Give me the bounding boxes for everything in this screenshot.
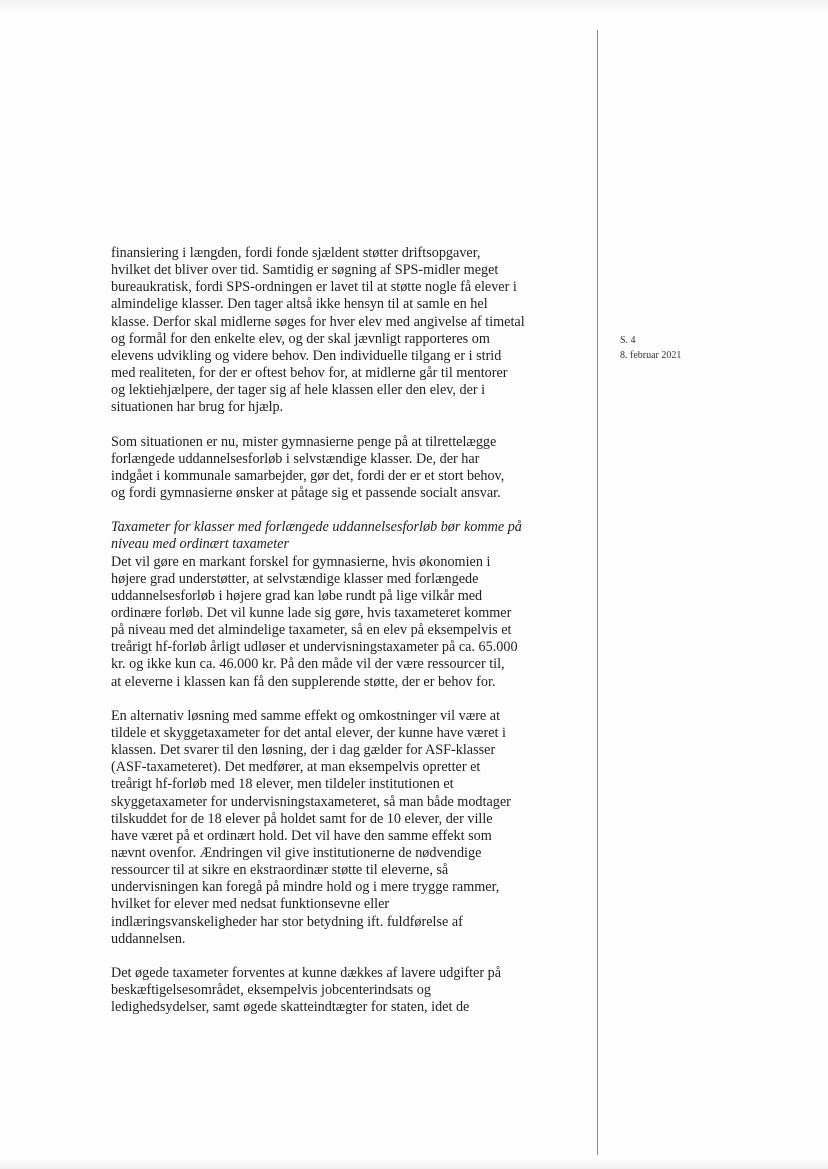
text-line: bureaukratisk, fordi SPS-ordningen er lavet til at støtte nogle få elever i <box>111 279 517 296</box>
text-line: elevens udvikling og videre behov. Den individuelle tilgang er i strid <box>111 347 502 364</box>
text-line: Det øgede taxameter forventes at kunne dækkes af lavere udgifter på <box>111 964 501 981</box>
paragraph <box>111 434 581 503</box>
text-line: tilskuddet for de 18 elever på holdet samt for de 10 elever, der ville <box>111 810 493 827</box>
text-line: situationen har brug for hjælp. <box>111 399 284 416</box>
text-line: indlæringsvanskeligheder har stor betydning ift. fuldførelse af <box>111 913 463 930</box>
paragraph <box>111 245 581 417</box>
text-line: finansiering i længden, fordi fonde sjældent støtter driftsopgaver, <box>111 245 481 261</box>
side-margin-meta <box>620 333 810 363</box>
document-date: 8. februar 2021 <box>620 350 682 361</box>
text-line: at eleverne i klassen kan få den supplerende støtte, der er behov for. <box>111 673 496 690</box>
page-number: S. 4 <box>620 335 636 346</box>
text-line: og fordi gymnasierne ønsker at påtage sig et passende socialt ansvar. <box>111 485 501 502</box>
heading-line: niveau med ordinært taxameter <box>111 536 289 553</box>
text-line: skyggetaxameter for undervisningstaxameteret, så man både modtager <box>111 793 511 810</box>
section-heading <box>111 519 581 553</box>
margin-rule <box>597 30 598 1155</box>
text-line: Som situationen er nu, mister gymnasierne penge på at tilrettelægge <box>111 433 497 450</box>
text-line: uddannelsen. <box>111 930 186 947</box>
paragraph <box>111 708 581 948</box>
text-line: højere grad understøtter, at selvstændige klasser med forlængede <box>111 570 479 587</box>
text-line: kr. og ikke kun ca. 46.000 kr. På den måde vil der være ressourcer til, <box>111 656 505 673</box>
text-line: på niveau med det almindelige taxameter, så en elev på eksempelvis et <box>111 622 512 639</box>
text-line: nævnt ovenfor. Ændringen vil give institutionerne de nødvendige <box>111 845 482 861</box>
paragraph <box>111 965 581 1016</box>
text-line: almindelige klasser. Den tager altså ikke hensyn til at samle en hel <box>111 296 488 313</box>
scan-edge-top <box>0 0 828 14</box>
text-line: uddannelsesforløb i højere grad kan løbe rundt på lige vilkår med <box>111 587 483 604</box>
text-line: undervisningen kan foregå på mindre hold og i mere trygge rammer, <box>111 879 500 896</box>
text-line: treårigt hf-forløb årligt udløser et undervisningstaxameter på ca. 65.000 <box>111 639 518 656</box>
text-line: En alternativ løsning med samme effekt og omkostninger vil være at <box>111 707 501 724</box>
text-line: forlængede uddannelsesforløb i selvstændige klasser. De, der har <box>111 450 480 467</box>
body-text <box>111 245 581 1033</box>
text-line: med realiteten, for der er oftest behov for, at midlerne går til mentorer <box>111 365 508 382</box>
text-line: indgået i kommunale samarbejder, gør det, fordi der er et stort behov, <box>111 467 505 484</box>
text-line: hvilket det bliver over tid. Samtidig er søgning af SPS-midler meget <box>111 262 499 279</box>
text-line: have været på et ordinært hold. Det vil have den samme effekt som <box>111 827 492 844</box>
text-line: beskæftigelsesområdet, eksempelvis jobcenterindsats og <box>111 982 431 999</box>
text-line: ledighedsydelser, samt øgede skatteindtægter for staten, idet de <box>111 999 470 1016</box>
scan-edge-bottom <box>0 1159 828 1169</box>
text-line: og formål for den enkelte elev, og der skal jævnligt rapporteres om <box>111 330 490 347</box>
text-line: klassen. Det svarer til den løsning, der i dag gælder for ASF-klasser <box>111 742 496 759</box>
text-line: (ASF-taxameteret). Det medfører, at man eksempelvis opretter et <box>111 759 481 776</box>
paragraph <box>111 519 581 691</box>
text-line: tildele et skyggetaxameter for det antal elever, der kunne have været i <box>111 724 506 741</box>
text-line: hvilket for elever med nedsat funktionsevne eller <box>111 896 390 913</box>
text-line: og lektiehjælpere, der tager sig af hele klassen eller den elev, der i <box>111 382 486 399</box>
text-line: treårigt hf-forløb med 18 elever, men tildeler institutionen et <box>111 776 454 793</box>
heading-line: Taxameter for klasser med forlængede uddannelsesforløb bør komme på <box>111 519 522 536</box>
text-line: Det vil gøre en markant forskel for gymnasierne, hvis økonomien i <box>111 553 491 570</box>
text-line: klasse. Derfor skal midlerne søges for hver elev med angivelse af timetal <box>111 313 525 330</box>
text-line: ressourcer til at sikre en ekstraordinær støtte til eleverne, så <box>111 862 449 879</box>
text-line: ordinære forløb. Det vil kunne lade sig gøre, hvis taxameteret kommer <box>111 604 512 621</box>
